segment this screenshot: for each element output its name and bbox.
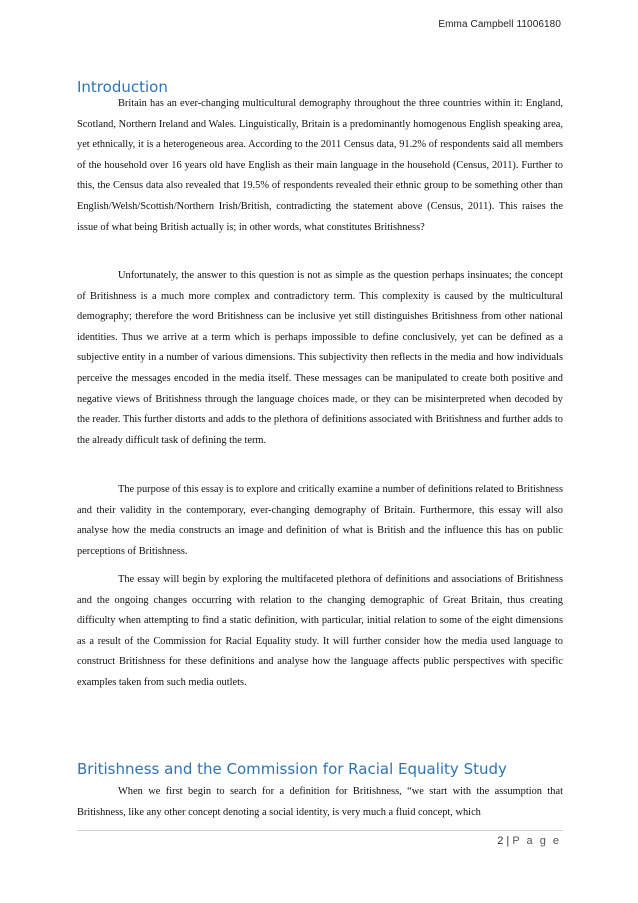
paragraph-intro-2: Unfortunately, the answer to this question is not as simple as the question perhaps insinuates; the concept of Britishness is a much more complex and contradictory term. This complexity is caused by the multicultural demography; therefore the word Britishness can be inclusive yet still distinguishes Britishness from other national identities. Thus we arrive at a term which is perhaps impossible to define conclusively, yet can be defined as a subjective entity in a number of various dimensions. This subjectivity then reflects in the media and how individuals perceive the messages encoded in the media itself. These messages can be manipulated to create both positive and negative views of Britishness through the language choices made, or they can be misinterpreted when decoded by the reader. This further distorts and adds to the plethora of definitions associated with Britishness and further adds to the already difficult task of defining the term.	[77, 270, 563, 446]
page-number: 2	[497, 835, 504, 847]
paragraph-britishness-1: When we first begin to search for a definition for Britishness, “we start with the assumption that Britishness, like any other concept denoting a social identity, is very much a fluid concept, which	[77, 786, 563, 818]
paragraph-intro-3: The purpose of this essay is to explore and critically examine a number of definitions related to Britishness and their validity in the contemporary, ever-changing demography of Britain. Furthermore, this essay will also analyse how the media constructs an image and definition of what is British and the influence this has on public perceptions of Britishness.	[77, 484, 563, 557]
page-footer	[497, 835, 561, 847]
footer-divider	[77, 830, 563, 831]
section-heading-introduction: Introduction	[77, 78, 168, 96]
page-label: P a g e	[512, 835, 561, 847]
footer-separator: |	[506, 835, 510, 847]
paragraph-intro-1: Britain has an ever-changing multicultural demography throughout the three countries within it: England, Scotland, Northern Ireland and Wales. Linguistically, Britain is a predominantly homogenous English speaking area, yet ethnically, it is a heterogeneous area. According to the 2011 Census data, 91.2% of respondents said all members of the household over 16 years old have English as their main language in the household (Census, 2011). Further to this, the Census data also revealed that 19.5% of respondents revealed their ethnic group to be something other than English/Welsh/Scottish/Northern Irish/British, contradicting the statement above (Census, 2011). This raises the issue of what being British actually is; in other words, what constitutes Britishness?	[77, 98, 563, 233]
section-heading-britishness: Britishness and the Commission for Racial Equality Study	[77, 760, 507, 778]
paragraph-intro-4: The essay will begin by exploring the multifaceted plethora of definitions and associations of Britishness and the ongoing changes occurring with relation to the changing demographic of Great Britain, thus creating difficulty when attempting to find a static definition, with particular, initial relation to some of the eight dimensions as a result of the Commission for Racial Equality study. It will further consider how the media used language to construct Britishness for these definitions and analyse how the language affects public perspectives with specific examples taken from such media outlets.	[77, 574, 563, 688]
page-header-author: Emma Campbell 11006180	[438, 19, 561, 30]
